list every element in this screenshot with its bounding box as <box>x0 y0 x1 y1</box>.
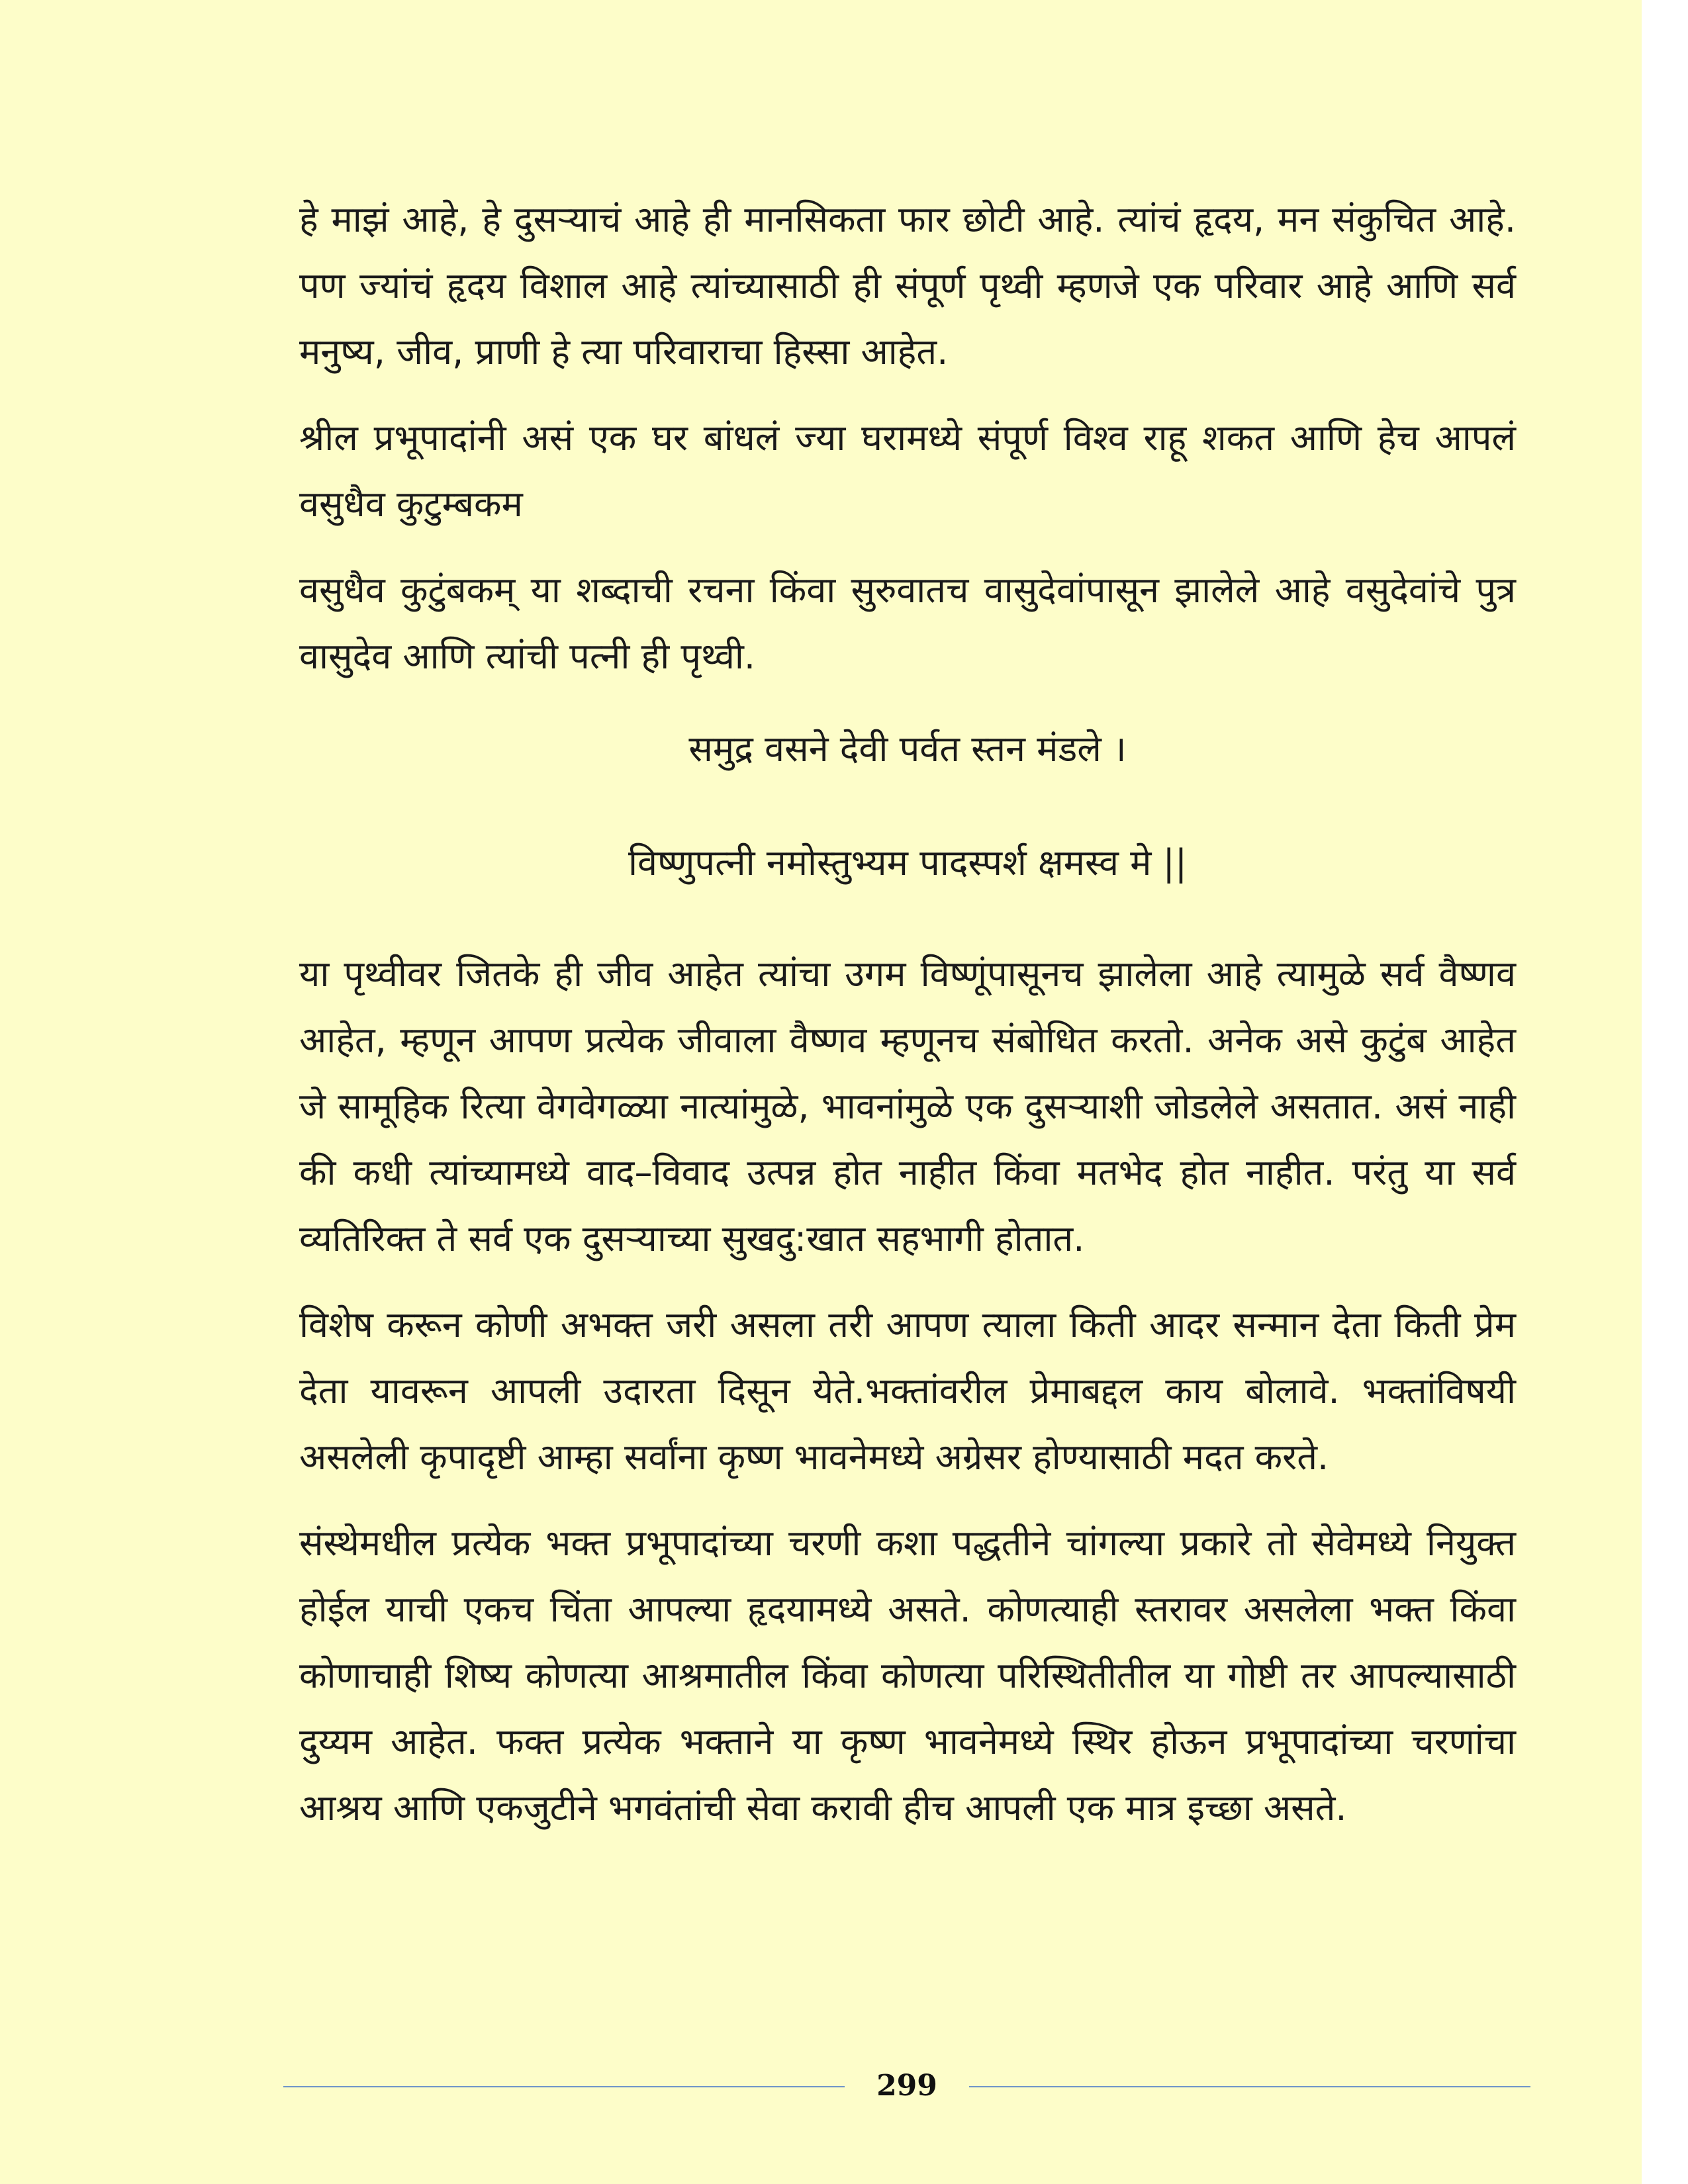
paragraph-2: श्रील प्रभूपादांनी असं एक घर बांधलं ज्या घरामध्ये संपूर्ण विश्व राहू शकत आणि हेच आपलं वसुधैव कुटुम्बकम <box>299 417 1516 525</box>
paragraph-5: विशेष करून कोणी अभक्त जरी असला तरी आपण त्याला किती आदर सन्मान देता किती प्रेम देता यावरून आपली उदारता दिसून येते.भक्तांवरील प्रेमाबद्दल काय बोलावे. भक्तांविषयी असलेली कृपादृष्टी आम्हा सर्वांना कृष्ण भावनेमध्ये अग्रेसर होण्यासाठी मदत करते. <box>299 1304 1516 1478</box>
page-number: 299 <box>876 2069 937 2103</box>
page-footer <box>283 2065 1530 2107</box>
page-body <box>299 187 1516 1861</box>
paragraph-6: संस्थेमधील प्रत्येक भक्त प्रभूपादांच्या चरणी कशा पद्धतीने चांगल्या प्रकारे तो सेवेमध्ये नियुक्त होईल याची एकच चिंता आपल्या हृदयामध्ये असते. कोणत्याही स्तरावर असलेला भक्त किंवा कोणाचाही शिष्य कोणत्या आश्रमातील किंवा कोणत्या परिस्थितीतील या गोष्टी तर आपल्यासाठी दुय्यम आहेत. फक्त प्रत्येक भक्ताने या कृष्ण भावनेमध्ये स्थिर होऊन प्रभूपादांच्या चरणांचा आश्रय आणि एकजुटीने भगवंतांची सेवा करावी हीच आपली एक मात्र इच्छा असते. <box>299 1522 1516 1829</box>
paragraph-1: हे माझं आहे, हे दुसऱ्याचं आहे ही मानसिकता फार छोटी आहे. त्यांचं हृदय, मन संकुचित आहे. पण ज्यांचं हृदय विशाल आहे त्यांच्यासाठी ही संपूर्ण पृथ्वी म्हणजे एक परिवार आहे आणि सर्व मनुष्य, जीव, प्राणी हे त्या परिवाराचा हिस्सा आहेत. <box>299 199 1517 373</box>
paragraph-4: या पृथ्वीवर जितके ही जीव आहेत त्यांचा उगम विष्णूंपासूनच झालेला आहे त्यामुळे सर्व वैष्णव आहेत, म्हणून आपण प्रत्येक जीवाला वैष्णव म्हणूनच संबोधित करतो. अनेक असे कुटुंब आहेत जे सामूहिक रित्या वेगवेगळ्या नात्यांमुळे, भावनांमुळे एक दुसऱ्याशी जोडलेले असतात. असं नाही की कधी त्यांच्यामध्ये वाद–विवाद उत्पन्न होत नाहीत किंवा मतभेद होत नाहीत. परंतु या सर्व व्यतिरिक्त ते सर्व एक दुसऱ्याच्या सुखदु:खात सहभागी होतात. <box>299 953 1516 1259</box>
paragraph-3: वसुधैव कुटुंबकम् या शब्दाची रचना किंवा सुरुवातच वासुदेवांपासून झालेले आहे वसुदेवांचे पुत्र वासुदेव आणि त्यांची पत्नी ही पृथ्वी. <box>299 569 1516 677</box>
footer-rule-left <box>283 2086 845 2087</box>
verse-line-1: समुद्र वसने देवी पर्वत स्तन मंडले । <box>688 728 1127 770</box>
footer-rule-right <box>969 2086 1530 2087</box>
verse-line-2: विष्णुपत्नी नमोस्तुभ्यम पादस्पर्श क्षमस्व मे || <box>628 842 1188 884</box>
